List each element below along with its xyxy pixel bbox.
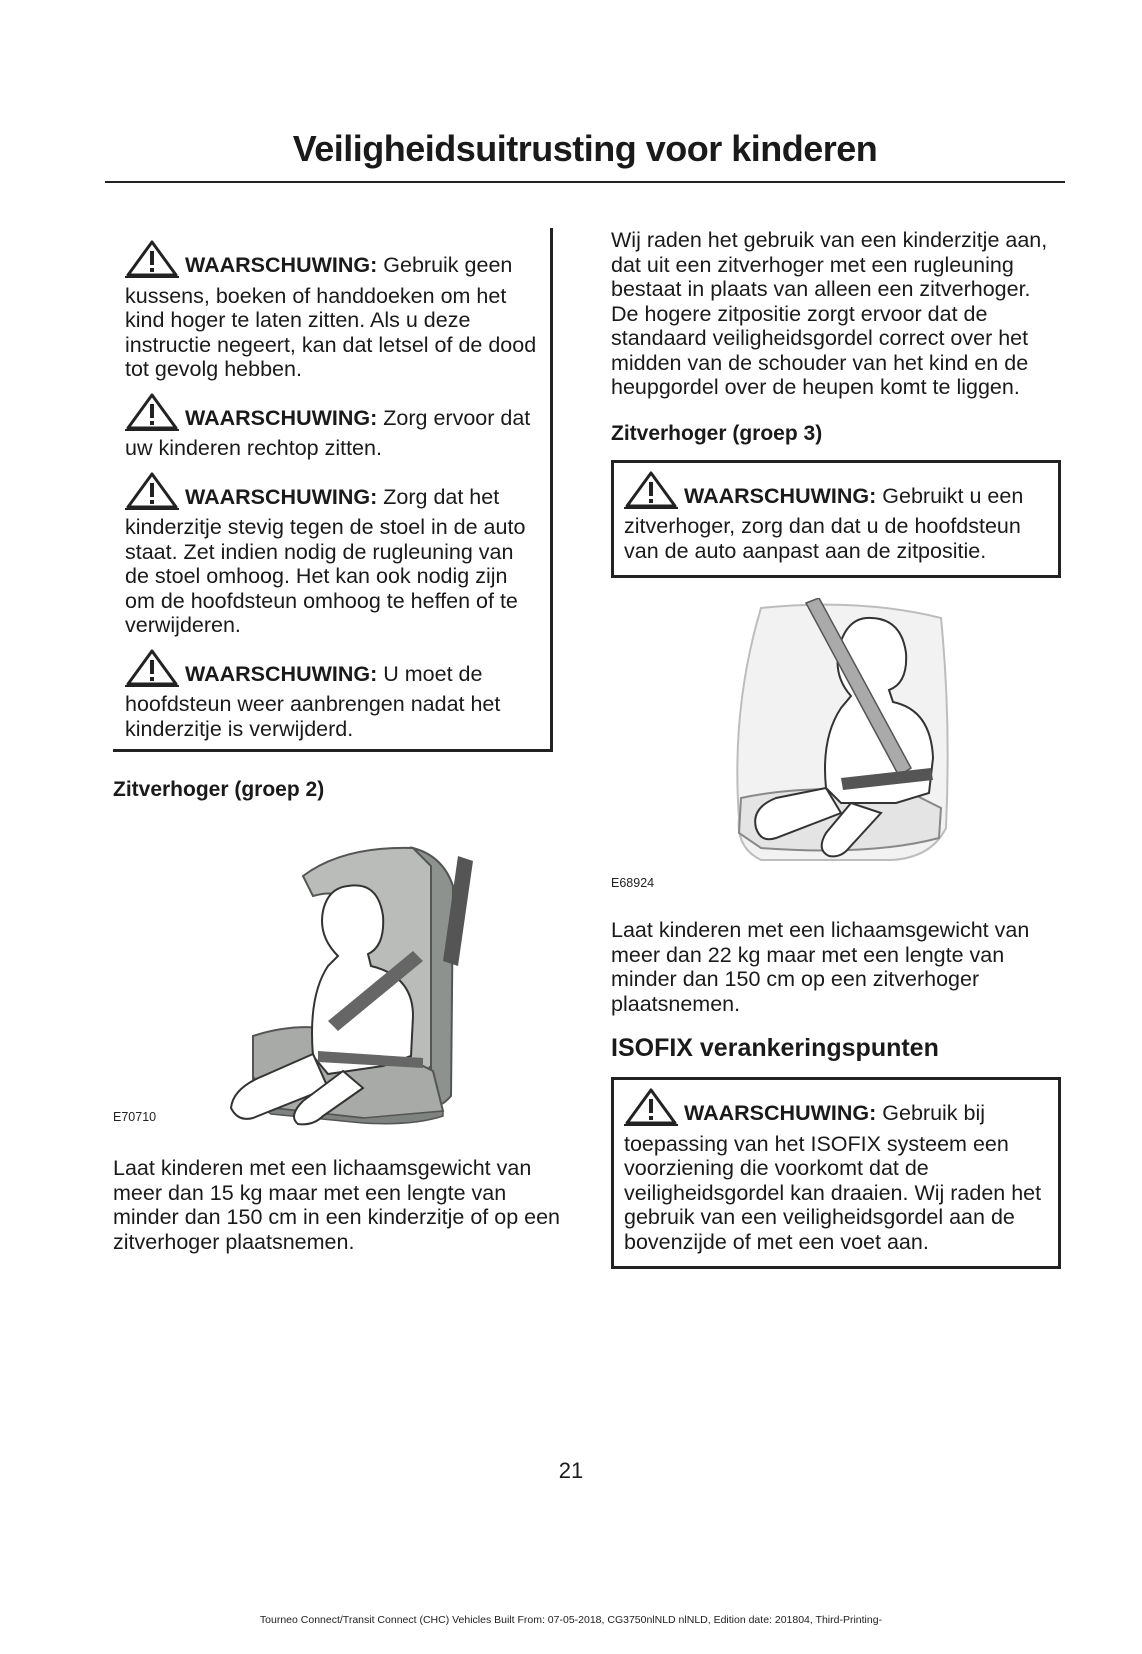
warning-3 (125, 472, 540, 638)
warning-triangle-icon (125, 472, 179, 516)
warning-text: Zorg ervoor dat uw kinderen rechtop zitten. (125, 405, 531, 460)
warning-text: Gebruikt u een zitverhoger, zorg dan dat u de hoofdsteun van de auto aanpast aan de zitpositie. (624, 483, 1024, 563)
warning-label: WAARSCHUWING: (185, 484, 378, 509)
warning-triangle-icon (125, 649, 179, 693)
booster-cushion-illustration (611, 598, 1061, 878)
warning-text: U moet de hoofdsteun weer aanbrengen nadat het kinderzitje is verwijderd. (125, 661, 501, 741)
subheading-group-3: Zitverhoger (groep 3) (611, 421, 823, 445)
warning-text: Gebruik geen kussens, boeken of handdoeken om het kind hoger te laten zitten. Als u deze instructie negeert, kan dat letsel of de dood tot gevolg hebben. (125, 253, 537, 381)
warning-box-isofix (611, 1077, 1061, 1269)
warning-isofix (624, 1088, 1048, 1254)
subheading-group-2: Zitverhoger (groep 2) (113, 778, 325, 801)
warning-label: WAARSCHUWING: (684, 483, 877, 508)
warning-triangle-icon (624, 471, 678, 515)
booster-seat-with-back-illustration (113, 826, 563, 1126)
warning-group (113, 228, 553, 752)
warning-2 (125, 393, 540, 461)
group-2-paragraph: Laat kinderen met een lichaamsgewicht van meer dan 15 kg maar met een lengte van minder dan 150 cm in een kinderzitje of op een zitverhoger plaatsnemen. (113, 1156, 560, 1254)
booster-seat-group2-figure (113, 826, 563, 1126)
warning-box-group-3 (611, 460, 1061, 579)
warning-label: WAARSCHUWING: (185, 253, 378, 277)
group-3-paragraph: Laat kinderen met een lichaamsgewicht van meer dan 22 kg maar met een lengte van minder dan 150 cm op een zitverhoger plaatsnemen. (611, 918, 1030, 1016)
right-column (611, 228, 1061, 1269)
warning-triangle-icon (624, 1088, 678, 1132)
section-title-isofix: ISOFIX verankeringspunten (611, 1034, 939, 1062)
footer: Tourneo Connect/Transit Connect (CHC) Vehicles Built From: 07-05-2018, CG3750nlNLD nlNLD, Edition date: 201804, Third-Printing- (259, 1614, 883, 1626)
warning-text: Zorg dat het kinderzitje stevig tegen de stoel in de auto staat. Zet indien nodig de rugleuning van de stoel omhoog. Het kan ook nodig zijn om de hoofdsteun omhoog te heffen of te verwijderen. (125, 484, 526, 637)
figure-code: E70710 (113, 1110, 157, 1124)
warning-4 (125, 649, 540, 742)
page-number: 21 (558, 1458, 584, 1483)
warning-triangle-icon (125, 240, 179, 284)
intro-paragraph: Wij raden het gebruik van een kinderzitje aan, dat uit een zitverhoger met een rugleuning bestaat in plaats van alleen een zitverhoger. De hogere zitpositie zorgt ervoor dat de standaard veiligheidsgordel correct over het midden van de schouder van het kind en de heupgordel over de heupen komt te liggen. (611, 228, 1048, 399)
warning-triangle-icon (125, 393, 179, 437)
warning-label: WAARSCHUWING: (684, 1101, 877, 1125)
warning-label: WAARSCHUWING: (185, 661, 378, 686)
page-title: Veiligheidsuitrusting voor kinderen (292, 128, 878, 169)
figure-code: E68924 (611, 876, 655, 890)
warning-group-3 (624, 471, 1048, 564)
warning-label: WAARSCHUWING: (185, 405, 378, 430)
booster-seat-group3-figure (611, 598, 1061, 898)
warning-text: Gebruik bij toepassing van het ISOFIX systeem een voorziening die voorkomt dat de veiligheidsgordel kan draaien. Wij raden het gebruik van een veiligheidsgordel aan de bovenzijde of met een voet aan. (624, 1101, 1042, 1254)
title-divider (105, 181, 1065, 183)
left-column (113, 228, 563, 1254)
warning-1 (125, 240, 540, 382)
